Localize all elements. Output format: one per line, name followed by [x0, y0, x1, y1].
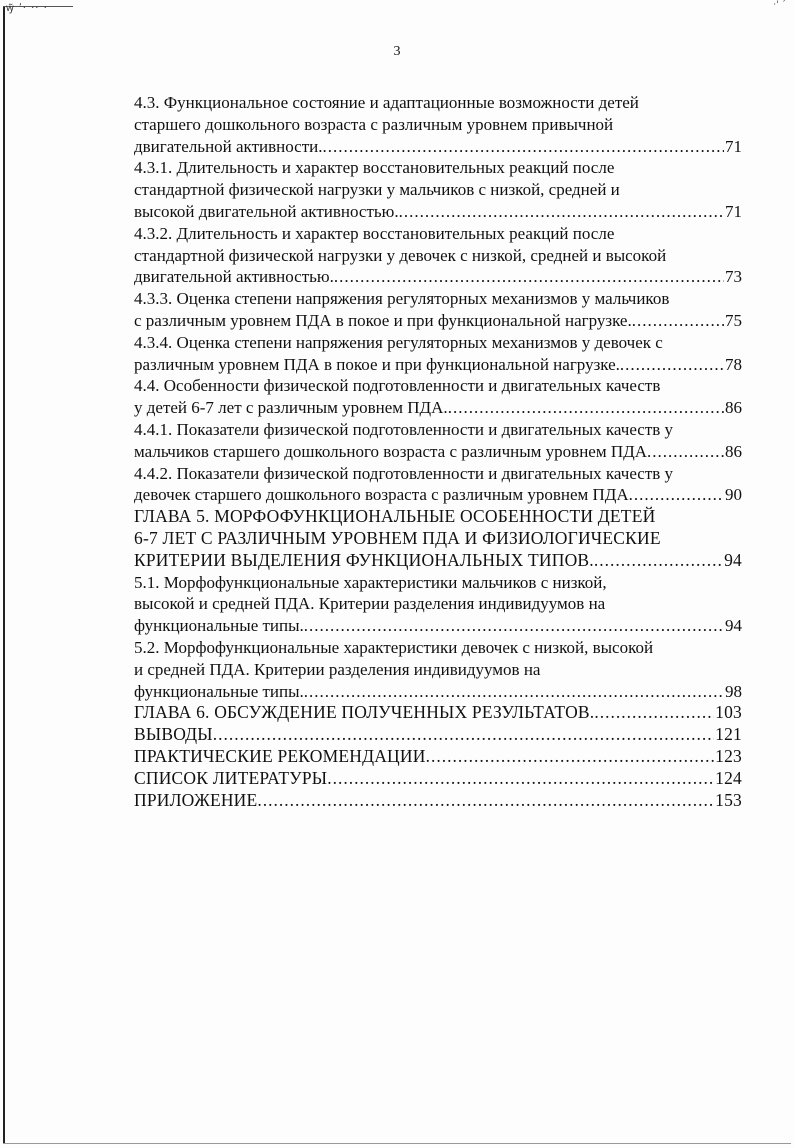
toc-entry-title: ВЫВОДЫ	[134, 724, 213, 745]
toc-entry-title: двигательной активности.	[134, 136, 323, 156]
toc-chapter-entry[interactable]	[134, 768, 742, 790]
toc-line: высокой и средней ПДА. Критерии разделения индивидуумов на	[134, 594, 606, 614]
toc-line	[134, 266, 742, 288]
toc-line	[134, 354, 742, 376]
toc-leader-dots	[304, 681, 724, 703]
toc-line	[134, 615, 742, 637]
toc-line: 4.4.1. Показатели физической подготовленности и двигательных качеств у	[134, 419, 674, 439]
toc-page-number: 121	[715, 724, 742, 745]
toc-line	[134, 136, 742, 158]
toc-line: стандартной физической нагрузки у девочек с низкой, средней и высокой	[134, 245, 667, 265]
toc-line: 4.3.2. Длительность и характер восстановительных реакций после	[134, 223, 615, 243]
toc-leader-dots	[629, 484, 724, 506]
toc-entry-title: у детей 6-7 лет с различным уровнем ПДА.	[134, 398, 448, 418]
toc-page-number: 153	[715, 789, 742, 810]
toc-page-number: 94	[725, 616, 742, 636]
table-of-contents	[134, 92, 742, 811]
toc-page-number: 124	[715, 767, 742, 788]
scan-artifact-left: ꝡ̃ ʹ· ·· ·	[6, 3, 48, 14]
toc-entry-title: двигательной активностью.	[134, 267, 334, 287]
toc-entry[interactable]	[134, 572, 742, 637]
toc-line	[134, 441, 742, 463]
toc-leader-dots	[594, 702, 714, 724]
toc-entry-title: СПИСОК ЛИТЕРАТУРЫ	[134, 767, 328, 788]
toc-entry-title: ГЛАВА 6. ОБСУЖДЕНИЕ ПОЛУЧЕННЫХ РЕЗУЛЬТАТОВ.	[134, 702, 595, 723]
toc-leader-dots	[620, 354, 724, 376]
toc-line	[134, 790, 742, 812]
toc-entry-title: с различным уровнем ПДА в покое и при функциональной нагрузке.	[134, 310, 632, 330]
toc-line: 5.2. Морфофункциональные характеристики девочек с низкой, высокой	[134, 637, 654, 657]
toc-line	[134, 746, 742, 768]
toc-entry[interactable]	[134, 288, 742, 332]
toc-entry[interactable]	[134, 637, 742, 702]
toc-line	[134, 681, 742, 703]
page-number: 3	[393, 44, 401, 59]
toc-leader-dots	[334, 266, 724, 288]
toc-entry[interactable]	[134, 92, 742, 157]
toc-line	[134, 201, 742, 223]
scan-border-bottom	[3, 1143, 791, 1144]
toc-leader-dots	[647, 441, 724, 463]
toc-line	[134, 550, 742, 572]
toc-line: 4.4.2. Показатели физической подготовленности и двигательных качеств у	[134, 463, 674, 483]
toc-entry-title: ПРИЛОЖЕНИЕ	[134, 789, 258, 810]
toc-chapter-entry[interactable]	[134, 506, 742, 571]
scan-artifact-right: ·' ´	[773, 0, 786, 10]
toc-line: 4.3. Функциональное состояние и адаптационные возможности детей	[134, 93, 639, 112]
toc-line: 4.3.4. Оценка степени напряжения регуляторных механизмов у девочек с	[134, 332, 663, 352]
toc-chapter-entry[interactable]	[134, 724, 742, 746]
toc-page-number: 94	[724, 549, 742, 570]
toc-entry[interactable]	[134, 463, 742, 507]
toc-leader-dots	[304, 615, 724, 637]
toc-chapter-entry[interactable]	[134, 790, 742, 812]
toc-leader-dots	[257, 790, 714, 812]
toc-leader-dots	[399, 201, 724, 223]
toc-line	[134, 310, 742, 332]
toc-line: 4.4. Особенности физической подготовленности и двигательных качеств	[134, 376, 661, 396]
toc-line: ГЛАВА 5. МОРФОФУНКЦИОНАЛЬНЫЕ ОСОБЕННОСТИ ДЕТЕЙ	[134, 506, 656, 527]
toc-page-number: 75	[725, 310, 742, 330]
toc-entry[interactable]	[134, 419, 742, 463]
toc-entry-title: высокой двигательной активностью.	[134, 201, 399, 221]
toc-line: 4.3.3. Оценка степени напряжения регуляторных механизмов у мальчиков	[134, 289, 670, 309]
toc-page-number: 90	[725, 485, 742, 505]
toc-entry-title: КРИТЕРИИ ВЫДЕЛЕНИЯ ФУНКЦИОНАЛЬНЫХ ТИПОВ.	[134, 549, 594, 570]
scan-border-left	[3, 6, 5, 1144]
toc-chapter-entry[interactable]	[134, 746, 742, 768]
toc-line: стандартной физической нагрузки у мальчиков с низкой, средней и	[134, 180, 620, 200]
toc-page-number: 86	[725, 398, 742, 418]
toc-leader-dots	[594, 550, 723, 572]
toc-line: 4.3.1. Длительность и характер восстановительных реакций после	[134, 158, 615, 178]
toc-entry-title: мальчиков старшего дошкольного возраста с различным уровнем ПДА	[134, 441, 647, 461]
toc-leader-dots	[327, 768, 714, 790]
toc-line: старшего дошкольного возраста с различным уровнем привычной	[134, 114, 614, 134]
toc-entry[interactable]	[134, 332, 742, 376]
toc-line	[134, 702, 742, 724]
toc-line: 5.1. Морфофункциональные характеристики мальчиков с низкой,	[134, 572, 607, 592]
toc-entry[interactable]	[134, 157, 742, 222]
toc-leader-dots	[213, 724, 714, 746]
toc-entry-title: ПРАКТИЧЕСКИЕ РЕКОМЕНДАЦИИ	[134, 745, 426, 766]
toc-page-number: 98	[725, 681, 742, 701]
toc-page-number: 103	[715, 702, 742, 723]
toc-leader-dots	[632, 310, 724, 332]
toc-chapter-entry[interactable]	[134, 702, 742, 724]
toc-page-number: 86	[725, 441, 742, 461]
toc-entry[interactable]	[134, 223, 742, 288]
toc-page-number: 71	[725, 136, 742, 156]
toc-entry-title: девочек старшего дошкольного возраста с различным уровнем ПДА	[134, 485, 629, 505]
toc-entry[interactable]	[134, 375, 742, 419]
toc-entry-title: различным уровнем ПДА в покое и при функциональной нагрузке.	[134, 354, 620, 374]
toc-page-number: 73	[725, 267, 742, 287]
toc-entry-title: функциональные типы.	[134, 616, 304, 636]
toc-entry-title: функциональные типы.	[134, 681, 304, 701]
toc-leader-dots	[323, 136, 725, 158]
toc-line	[134, 724, 742, 746]
toc-page-number: 71	[725, 201, 742, 221]
toc-line: 6-7 ЛЕТ С РАЗЛИЧНЫМ УРОВНЕМ ПДА И ФИЗИОЛОГИЧЕСКИЕ	[134, 527, 661, 548]
toc-line	[134, 484, 742, 506]
toc-leader-dots	[448, 397, 724, 419]
toc-page-number: 78	[725, 354, 742, 374]
toc-line: и средней ПДА. Критерии разделения индивидуумов на	[134, 659, 541, 679]
toc-line	[134, 768, 742, 790]
toc-leader-dots	[426, 746, 715, 768]
toc-line	[134, 397, 742, 419]
toc-page-number: 123	[715, 745, 742, 766]
